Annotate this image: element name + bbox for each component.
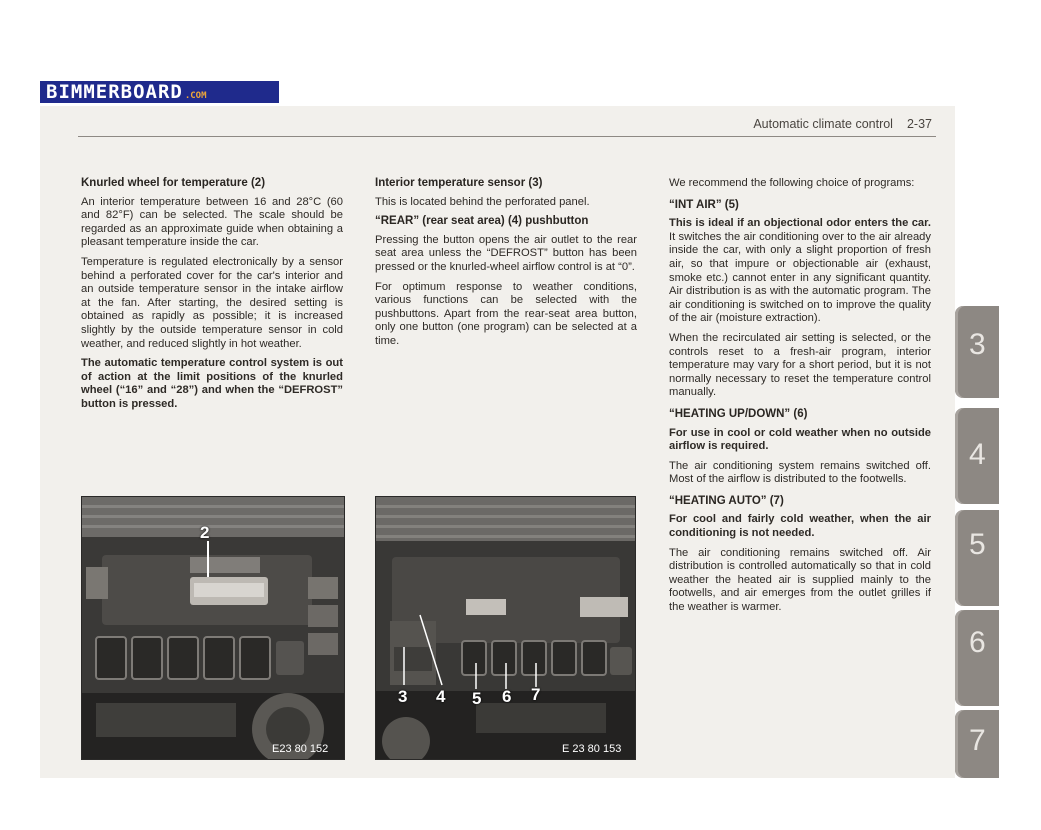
- col3-paragraph-1: We recommend the following choice of programs:: [669, 177, 915, 189]
- col3-paragraph-7: The air conditioning remains switched off. Air distribution is controlled automatically so that in cold weather the heated air is supplied mainly to the footwells, and air emerges from the outlet grilles if the weather is warmer.: [669, 546, 931, 614]
- callout-6: 6: [502, 687, 512, 706]
- chapter-tab-7[interactable]: [955, 710, 999, 778]
- callout-3: 3: [398, 687, 408, 706]
- heating-updown-heading: “HEATING UP/DOWN” (6): [669, 407, 808, 420]
- col3-paragraph-5: The air conditioning system remains switched off. Most of the airflow is distributed to the footwells.: [669, 459, 931, 486]
- figure-pushbuttons: [375, 496, 636, 760]
- heating-auto-heading: “HEATING AUTO” (7): [669, 494, 784, 507]
- callout-5: 5: [472, 689, 482, 708]
- col2-paragraph-3: For optimum response to weather conditions, various functions can be selected with the pushbuttons. Apart from the rear-seat area button, only one button (one program) can be selected at a time.: [375, 280, 637, 347]
- logo-text: BIMMERBOARD: [46, 81, 183, 103]
- chapter-tab-6[interactable]: [955, 610, 999, 706]
- running-head: [690, 117, 932, 131]
- dashboard-photo-1: [82, 497, 344, 759]
- col1-paragraph-1: An interior temperature between 16 and 28°C (60 and 82°F) can be selected. The scale should be regarded as an approximate guide when obtaining a pleasant temperature inside the car.: [81, 195, 343, 249]
- callout-4: 4: [436, 687, 446, 706]
- column-2: [375, 177, 637, 355]
- figure-2-code: E 23 80 153: [562, 743, 622, 755]
- col2-paragraph-2: Pressing the button opens the air outlet to the rear seat area unless the “DEFROST” button has been pressed or the knurled-wheel airflow control is at “0”.: [375, 233, 637, 273]
- col1-paragraph-3: The automatic temperature control system is out of action at the limit positions of the knurled wheel (“16” and “28”) and when the “DEFROST” button is pressed.: [81, 357, 343, 410]
- rear-heading: “REAR” (rear seat area) (4) pushbutton: [375, 215, 589, 228]
- callout-7: 7: [531, 685, 541, 704]
- column-1: [81, 177, 343, 418]
- page-number: 2-37: [906, 117, 932, 131]
- chapter-tab-6-label: 6: [969, 626, 986, 659]
- chapter-tab-3[interactable]: [955, 306, 999, 398]
- chapter-tab-5-label: 5: [969, 528, 986, 561]
- knurled-wheel-heading: Knurled wheel for temperature (2): [81, 177, 266, 189]
- col3-paragraph-6: For cool and fairly cold weather, when the air conditioning is not needed.: [669, 513, 931, 540]
- chapter-tab-5[interactable]: [955, 510, 999, 606]
- col3-paragraph-2: [669, 217, 931, 326]
- callout-2: 2: [200, 523, 210, 542]
- chapter-tab-3-label: 3: [969, 328, 986, 361]
- logo-suffix: .COM: [184, 90, 207, 101]
- chapter-tab-4-label: 4: [969, 438, 986, 471]
- int-air-heading: “INT AIR” (5): [669, 198, 739, 211]
- int-air-lead: This is ideal if an objectional odor enters the car.: [669, 217, 931, 230]
- chapter-tabs: [955, 300, 1041, 778]
- dashboard-photo-2: [376, 497, 635, 759]
- column-3: [669, 177, 931, 621]
- bimmerboard-logo[interactable]: [40, 81, 279, 103]
- col3-paragraph-3: When the recirculated air setting is selected, or the controls reset to a fresh-air program, interior temperature may vary for a short period, but it is not normally necessary to reset the temperature control manually.: [669, 331, 931, 399]
- col2-paragraph-1: This is located behind the perforated panel.: [375, 195, 590, 208]
- chapter-tab-4[interactable]: [955, 408, 999, 504]
- col3-paragraph-4: For use in cool or cold weather when no outside airflow is required.: [669, 426, 931, 453]
- chapter-tab-7-label: 7: [969, 724, 986, 757]
- int-air-body: It switches the air conditioning over to the air already inside the car, with only a slight proportion of fresh air, so that impure or objectionable air (exhaust, smoke etc.) cannot enter in any significant quantity. Air distribution is as with the automatic program. The air conditioning is switched on to improve the quality of the air (moisture extraction).: [669, 230, 931, 325]
- figure-1-code: E23 80 152: [272, 743, 329, 755]
- header-rule: [78, 136, 936, 137]
- col1-paragraph-2: Temperature is regulated electronically by a sensor behind a perforated cover for the car's interior and an outside temperature sensor in the intake airflow at the fan. After starting, the desired setting is obtained as rapidly as possible; it is increased slightly by the outside temperature sensor in cold weather, and reduced slightly in hot weather.: [81, 255, 343, 350]
- figure-temperature-wheel: [81, 496, 345, 760]
- chapter-title: Automatic climate control: [753, 117, 893, 131]
- sensor-heading: Interior temperature sensor (3): [375, 177, 543, 189]
